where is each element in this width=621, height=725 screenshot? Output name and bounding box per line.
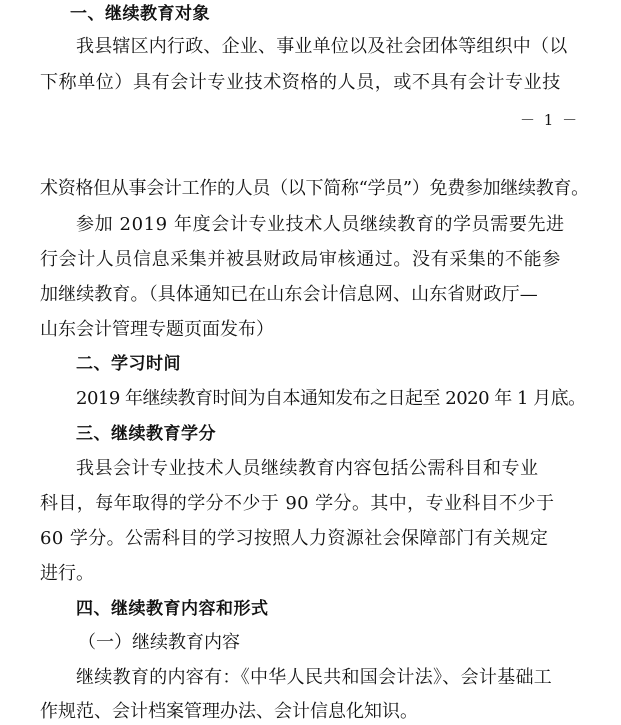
paragraph-line: 科目，每年取得的学分不少于 90 学分。其中，专业科目不少于 bbox=[40, 493, 555, 514]
paragraph-line: 加继续教育。（具体通知已在山东会计信息网、山东省财政厅— bbox=[40, 284, 538, 305]
subsection-1-heading: （一）继续教育内容 bbox=[78, 632, 240, 653]
section-2-heading: 二、学习时间 bbox=[76, 354, 181, 374]
section-3-heading: 三、继续教育学分 bbox=[76, 424, 216, 444]
paragraph-line: 我县会计专业技术人员继续教育内容包括公需科目和专业 bbox=[76, 458, 539, 479]
section-4-heading: 四、继续教育内容和形式 bbox=[76, 599, 269, 619]
paragraph-line: 2019 年继续教育时间为自本通知发布之日起至 2020 年 1 月底。 bbox=[76, 388, 586, 409]
section-1-heading: 一、继续教育对象 bbox=[70, 4, 210, 24]
paragraph-line: 行会计人员信息采集并被县财政局审核通过。没有采集的不能参 bbox=[40, 249, 561, 270]
paragraph-line: 下称单位）具有会计专业技术资格的人员，或不具有会计专业技 bbox=[40, 72, 561, 93]
paragraph-line: 我县辖区内行政、企业、事业单位以及社会团体等组织中（以 bbox=[76, 36, 568, 57]
paragraph-line: 参加 2019 年度会计专业技术人员继续教育的学员需要先进 bbox=[76, 214, 565, 235]
paragraph-line: 山东会计管理专题页面发布） bbox=[40, 319, 274, 340]
paragraph-line: 继续教育的内容有：《中华人民共和国会计法》、会计基础工 bbox=[76, 667, 553, 688]
paragraph-line: 作规范、会计档案管理办法、会计信息化知识。 bbox=[40, 701, 418, 722]
paragraph-line: 进行。 bbox=[40, 563, 94, 584]
paragraph-line: 60 学分。公需科目的学习按照人力资源社会保障部门有关规定 bbox=[40, 528, 549, 549]
paragraph-line: 术资格但从事会计工作的人员（以下简称“学员”）免费参加继续教育。 bbox=[40, 178, 589, 199]
page-number: － 1 － bbox=[520, 111, 580, 129]
